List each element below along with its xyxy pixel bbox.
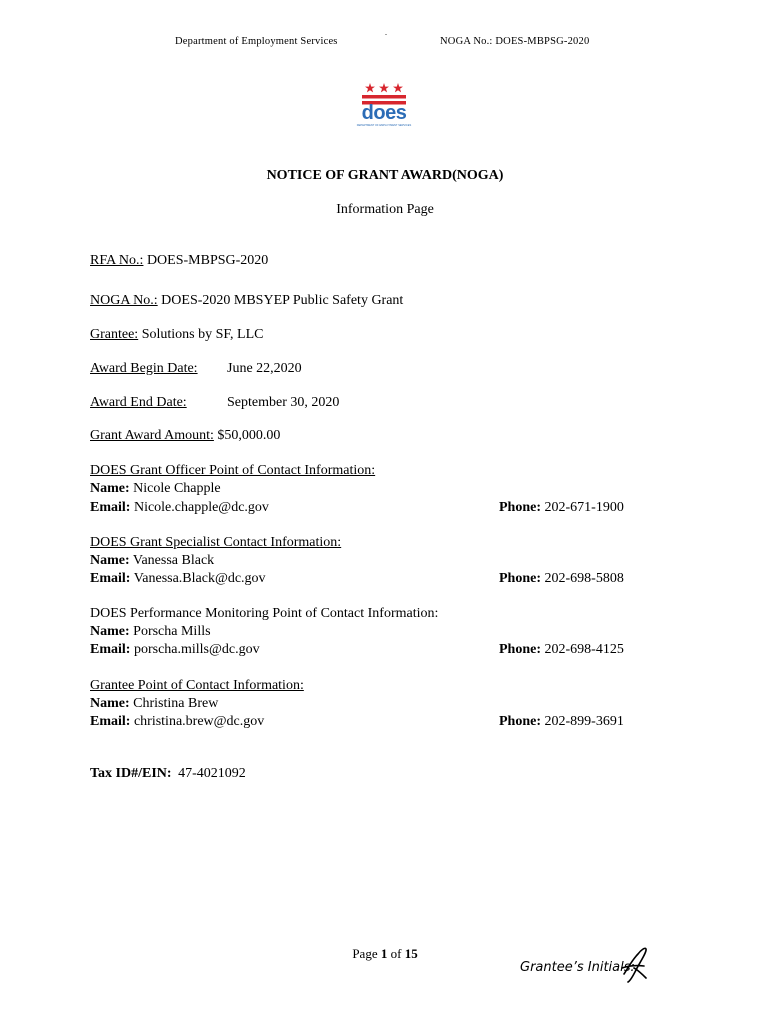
page-total: 15 bbox=[404, 946, 418, 961]
phone-label: Phone: bbox=[499, 714, 541, 729]
contact-heading-grant-officer: DOES Grant Officer Point of Contact Information: bbox=[90, 463, 376, 478]
contact-name-performance-monitoring bbox=[90, 624, 211, 640]
does-logo bbox=[340, 80, 420, 130]
grantee-label: Grantee: bbox=[90, 327, 139, 342]
email-value: Nicole.chapple@dc.gov bbox=[133, 500, 269, 515]
phone-label: Phone: bbox=[499, 642, 541, 657]
email-label: Email: bbox=[90, 571, 131, 586]
header-dot: . bbox=[385, 28, 387, 37]
phone-value: 202-671-1900 bbox=[544, 500, 624, 515]
page-number bbox=[0, 946, 770, 962]
grantee-value: Solutions by SF, LLC bbox=[141, 327, 264, 342]
amount-value: $50,000.00 bbox=[217, 428, 281, 443]
phone-label: Phone: bbox=[499, 571, 541, 586]
contact-name-grant-officer bbox=[90, 481, 221, 497]
noga-label: NOGA No.: bbox=[90, 293, 158, 308]
tax-id-value: 47-4021092 bbox=[178, 766, 246, 781]
initials-signature bbox=[618, 944, 652, 984]
rfa-line bbox=[90, 253, 268, 269]
name-value: Vanessa Black bbox=[132, 553, 215, 568]
noga-line bbox=[90, 293, 403, 309]
name-label: Name: bbox=[90, 624, 130, 639]
contact-heading-grantee: Grantee Point of Contact Information: bbox=[90, 678, 304, 693]
amount-line bbox=[90, 428, 280, 444]
contact-phone-grantee bbox=[499, 714, 624, 730]
page-of: of bbox=[390, 946, 402, 961]
tax-id-label: Tax ID#/EIN: bbox=[90, 766, 172, 781]
amount-label: Grant Award Amount: bbox=[90, 428, 214, 443]
contact-phone-grant-officer bbox=[499, 500, 624, 516]
phone-value: 202-698-5808 bbox=[544, 571, 624, 586]
email-value: porscha.mills@dc.gov bbox=[133, 642, 260, 657]
contact-name-grantee bbox=[90, 696, 218, 712]
name-value: Christina Brew bbox=[133, 696, 219, 711]
document-title: NOTICE OF GRANT AWARD(NOGA) bbox=[266, 168, 504, 183]
email-label: Email: bbox=[90, 642, 131, 657]
email-label: Email: bbox=[90, 500, 131, 515]
email-label: Email: bbox=[90, 714, 131, 729]
header-department: Department of Employment Services bbox=[175, 36, 338, 47]
logo-stars bbox=[365, 83, 403, 92]
begin-date-line bbox=[90, 361, 198, 377]
page-current: 1 bbox=[380, 946, 388, 961]
contact-email-grant-officer bbox=[90, 500, 269, 516]
name-label: Name: bbox=[90, 481, 130, 496]
noga-value: DOES-2020 MBSYEP Public Safety Grant bbox=[161, 293, 404, 308]
name-label: Name: bbox=[90, 696, 130, 711]
name-value: Porscha Mills bbox=[133, 624, 211, 639]
name-value: Nicole Chapple bbox=[133, 481, 221, 496]
header-noga-number: NOGA No.: DOES-MBPSG-2020 bbox=[440, 36, 590, 47]
logo-bar-top bbox=[362, 95, 406, 99]
email-value: Vanessa.Black@dc.gov bbox=[133, 571, 266, 586]
contact-heading-performance-monitoring: DOES Performance Monitoring Point of Contact Information: bbox=[90, 606, 439, 621]
end-date-label: Award End Date: bbox=[90, 395, 187, 410]
document-subtitle: Information Page bbox=[336, 202, 434, 217]
logo-text: does bbox=[361, 102, 407, 124]
grantee-line bbox=[90, 327, 264, 343]
phone-value: 202-698-4125 bbox=[544, 642, 624, 657]
rfa-value: DOES-MBPSG-2020 bbox=[146, 253, 269, 268]
end-date-value: September 30, 2020 bbox=[227, 395, 340, 410]
contact-phone-grant-specialist bbox=[499, 571, 624, 587]
end-date-line bbox=[90, 395, 187, 411]
tax-id-line bbox=[90, 766, 246, 782]
contact-email-performance-monitoring bbox=[90, 642, 260, 658]
contact-heading-grant-specialist: DOES Grant Specialist Contact Information: bbox=[90, 535, 342, 550]
contact-email-grantee bbox=[90, 714, 264, 730]
page-prefix: Page bbox=[352, 946, 378, 961]
phone-value: 202-899-3691 bbox=[544, 714, 624, 729]
rfa-label: RFA No.: bbox=[90, 253, 144, 268]
contact-phone-performance-monitoring bbox=[499, 642, 624, 658]
contact-email-grant-specialist bbox=[90, 571, 266, 587]
grantee-initials-label: Grantee’s Initials: bbox=[520, 960, 635, 975]
begin-date-label: Award Begin Date: bbox=[90, 361, 198, 376]
begin-date-value: June 22,2020 bbox=[227, 361, 302, 376]
logo-subtext: DEPARTMENT OF EMPLOYMENT SERVICES bbox=[356, 124, 412, 127]
phone-label: Phone: bbox=[499, 500, 541, 515]
email-value: christina.brew@dc.gov bbox=[133, 714, 265, 729]
name-label: Name: bbox=[90, 553, 130, 568]
contact-name-grant-specialist bbox=[90, 553, 214, 569]
